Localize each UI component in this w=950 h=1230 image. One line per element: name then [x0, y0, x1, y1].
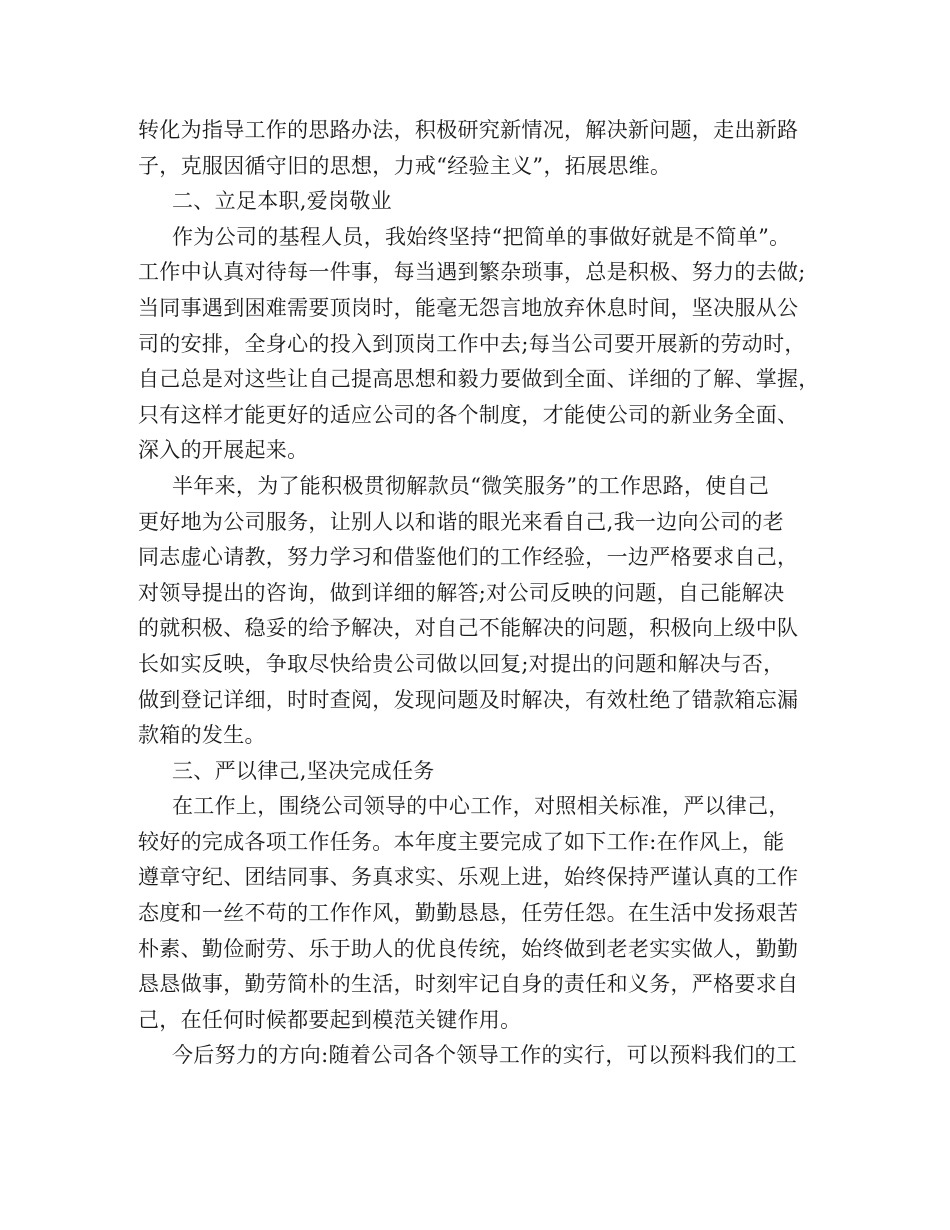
- section-heading: 三、严以律己,坚决完成任务: [172, 758, 435, 783]
- section-heading: 二、立足本职,爱岗敬业: [172, 189, 392, 214]
- text-line: 转化为指导工作的思路办法，积极研究新情况，解决新问题，走出新路: [138, 118, 799, 142]
- text-line: 自己总是对这些让自己提高思想和毅力要做到全面、详细的了解、掌握，: [138, 367, 820, 392]
- text-line: 款箱的发生。: [138, 723, 266, 748]
- text-line: 工作中认真对待每一件事，每当遇到繁杂琐事，总是积极、努力的去做;: [138, 260, 806, 285]
- text-line: 深入的开展起来。: [138, 438, 309, 463]
- text-line: 较好的完成各项工作任务。本年度主要完成了如下工作:在作风上，能: [138, 829, 785, 854]
- text-line: 恳恳做事，勤劳简朴的生活，时刻牢记自身的责任和义务，严格要求自: [138, 972, 799, 997]
- text-line: 更好地为公司服务，让别人以和谐的眼光来看自己,我一边向公司的老: [138, 509, 784, 534]
- text-line: 的就积极、稳妥的给予解决，对自己不能解决的问题，积极向上级中队: [138, 616, 799, 641]
- paragraph-first-line: 作为公司的基程人员，我始终坚持“把简单的事做好就是不简单”。: [172, 224, 791, 249]
- text-line: 当同事遇到困难需要顶岗时，能毫无怨言地放弃休息时间，坚决服从公: [138, 295, 799, 320]
- text-line: 对领导提出的咨询，做到详细的解答;对公司反映的问题，自己能解决: [138, 580, 785, 605]
- text-line: 子，克服因循守旧的思想，力戒“经验主义”，拓展思维。: [138, 153, 672, 178]
- text-line: 己，在任何时候都要起到模范关键作用。: [138, 1007, 522, 1032]
- paragraph-first-line: 在工作上，围绕公司领导的中心工作，对照相关标准，严以律己，: [172, 794, 790, 819]
- text-line: 朴素、勤俭耐劳、乐于助人的优良传统，始终做到老老实实做人，勤勤: [138, 936, 799, 961]
- text-line: 只有这样才能更好的适应公司的各个制度，才能使公司的新业务全面、: [138, 402, 799, 427]
- text-line: 长如实反映，争取尽快给贵公司做以回复;对提出的问题和解决与否，: [138, 651, 785, 676]
- paragraph-first-line: 半年来，为了能积极贯彻解款员“微笑服务”的工作思路，使自己: [172, 473, 770, 498]
- text-line: 态度和一丝不苟的工作作风，勤勤恳恳，任劳任怨。在生活中发扬艰苦: [138, 901, 799, 926]
- text-line: 同志虚心请教，努力学习和借鉴他们的工作经验，一边严格要求自己，: [138, 545, 799, 570]
- text-line: 做到登记详细，时时查阅，发现问题及时解决，有效杜绝了错款箱忘漏: [138, 687, 799, 712]
- text-line: 遵章守纪、团结同事、务真求实、乐观上进，始终保持严谨认真的工作: [138, 865, 799, 890]
- text-line: 司的安排，全身心的投入到顶岗工作中去;每当公司要开展新的劳动时，: [138, 331, 806, 356]
- document-body: [138, 113, 818, 1074]
- paragraph-first-line: 今后努力的方向:随着公司各个领导工作的实行，可以预料我们的工: [172, 1043, 798, 1068]
